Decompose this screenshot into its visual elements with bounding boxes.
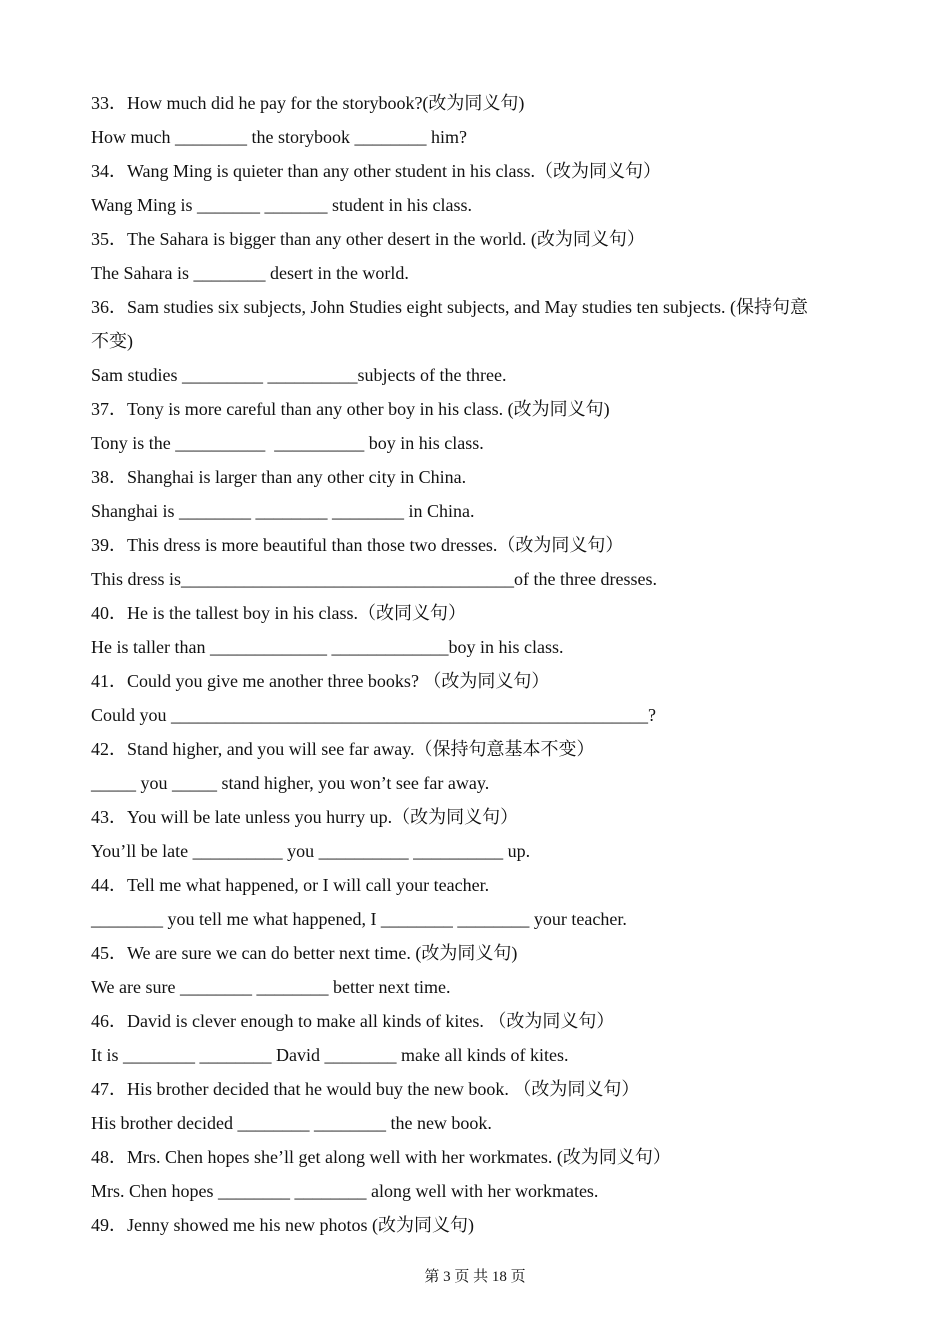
question-41: 41．Could you give me another three books? （改为同义句）: [91, 671, 550, 691]
question-40: 40．He is the tallest boy in his class.（改同义句）: [91, 603, 466, 623]
question-42: 42．Stand higher, and you will see far away.（保持句意基本不变）: [91, 739, 595, 759]
answer-41: Could you _____________________________________________________?: [91, 705, 656, 725]
answer-37: Tony is the __________ __________ boy in his class.: [91, 433, 484, 453]
question-47: 47．His brother decided that he would buy the new book. （改为同义句）: [91, 1079, 640, 1099]
answer-44: ________ you tell me what happened, I ________ ________ your teacher.: [91, 909, 627, 929]
question-44: 44．Tell me what happened, or I will call your teacher.: [91, 875, 490, 895]
question-49: 49．Jenny showed me his new photos (改为同义句): [91, 1215, 474, 1235]
answer-45: We are sure ________ ________ better next time.: [91, 977, 451, 997]
answer-48: Mrs. Chen hopes ________ ________ along well with her workmates.: [91, 1181, 599, 1201]
answer-43: You’ll be late __________ you __________ __________ up.: [91, 841, 531, 861]
answer-36: Sam studies _________ __________subjects of the three.: [91, 365, 507, 385]
page-number-footer: 第 3 页 共 18 页: [424, 1269, 526, 1285]
question-33: 33．How much did he pay for the storybook?(改为同义句): [91, 93, 525, 113]
exercise-list: [91, 86, 871, 1242]
answer-42: _____ you _____ stand higher, you won’t see far away.: [91, 773, 490, 793]
question-35: 35．The Sahara is bigger than any other desert in the world. (改为同义句）: [91, 229, 645, 249]
question-36-continued: 不变): [91, 331, 133, 351]
question-48: 48．Mrs. Chen hopes she’ll get along well with her workmates. (改为同义句）: [91, 1147, 671, 1167]
answer-39: This dress is_____________________________________of the three dresses.: [91, 569, 657, 589]
question-39: 39．This dress is more beautiful than those two dresses.（改为同义句）: [91, 535, 624, 555]
question-38: 38．Shanghai is larger than any other city in China.: [91, 467, 467, 487]
answer-47: His brother decided ________ ________ the new book.: [91, 1113, 492, 1133]
question-45: 45．We are sure we can do better next time. (改为同义句): [91, 943, 518, 963]
question-46: 46．David is clever enough to make all kinds of kites. （改为同义句）: [91, 1011, 615, 1031]
answer-46: It is ________ ________ David ________ make all kinds of kites.: [91, 1045, 569, 1065]
answer-35: The Sahara is ________ desert in the world.: [91, 263, 409, 283]
answer-40: He is taller than _____________ _____________boy in his class.: [91, 637, 564, 657]
answer-34: Wang Ming is _______ _______ student in his class.: [91, 195, 473, 215]
question-34: 34．Wang Ming is quieter than any other student in his class.（改为同义句）: [91, 161, 661, 181]
question-43: 43．You will be late unless you hurry up.（改为同义句）: [91, 807, 519, 827]
answer-33: How much ________ the storybook ________ him?: [91, 127, 467, 147]
question-37: 37．Tony is more careful than any other boy in his class. (改为同义句): [91, 399, 610, 419]
question-36: 36．Sam studies six subjects, John Studies eight subjects, and May studies ten subjects. (保持句意: [91, 297, 808, 317]
answer-38: Shanghai is ________ ________ ________ in China.: [91, 501, 475, 521]
